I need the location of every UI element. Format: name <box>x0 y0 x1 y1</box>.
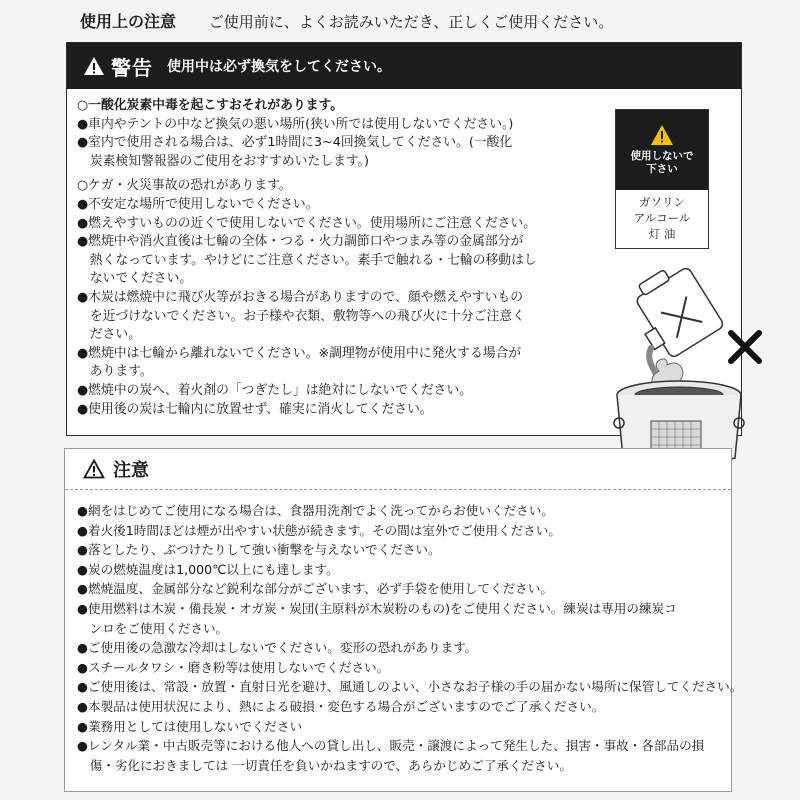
list-item: ○ケガ・火災事故の恐れがあります。 <box>77 178 292 194</box>
fuel-alcohol: アルコール <box>633 211 691 225</box>
fuel-kerosene: 灯 油 <box>648 227 676 241</box>
list-item: ●燃焼中は七輪から離れないでください。※調理物が使用中に発火する場合が <box>77 345 522 361</box>
list-item: ●車内やテントの中など換気の悪い場所(狭い所では使用しないでください。) <box>77 116 514 132</box>
list-item: 傷・劣化におきましては 一切責任を負いかねますので、あらかじめご了承ください。 <box>77 757 572 773</box>
cross-icon <box>731 333 759 361</box>
warning-label: 警告 <box>111 55 153 80</box>
list-item: ●燃焼温度、金属部分など鋭利な部分がございます、必ず手袋を使用してください。 <box>77 581 553 597</box>
page-title: 使用上の注意 <box>80 12 177 31</box>
fuel-gasoline: ガソリン <box>639 195 685 209</box>
fuel-pouring-illustration <box>589 253 779 473</box>
list-item: ●着火後1時間ほどは煙が出やすい状態が続きます。その間は室外でご使用ください。 <box>77 522 561 538</box>
warning-triangle-icon <box>83 56 105 76</box>
list-item: ンロをご使用ください。 <box>77 620 229 636</box>
list-item: ●ご使用後は、常設・放置・直射日光を避け、風通しのよい、小さなお子様の手の届かない場所に保管してください。 <box>77 679 743 695</box>
warning-headline: 使用中は必ず換気をしてください。 <box>167 59 391 75</box>
fuel-can-icon <box>621 258 724 364</box>
list-item: ●使用後の炭は七輪内に放置せず、確実に消火してください。 <box>77 401 433 417</box>
list-item: 炭素検知警報器のご使用をおすすめいたします。) <box>77 153 370 169</box>
list-item: ●スチールタワシ・磨き粉等は使用しないでください。 <box>77 659 390 675</box>
list-item: ●業務用としては使用しないでください <box>77 718 303 734</box>
warning-list <box>77 97 597 419</box>
fuel-warning-label <box>615 109 709 249</box>
list-item: ●燃焼中や消火直後は七輪の全体・つる・火力調節口やつまみ等の金属部分が <box>77 234 524 250</box>
list-item: 熱くなっています。やけどにご注意ください。素手で触れる・七輪の移動はし <box>77 252 537 268</box>
caution-section <box>64 448 743 792</box>
list-item: ●落としたり、ぶつけたりして強い衝撃を与えないでください。 <box>77 542 441 558</box>
list-item: ●燃焼中の炭へ、着火剤の「つぎたし」は絶対にしないでください。 <box>77 382 473 398</box>
list-item: ●ご使用後の急激な冷却はしないでください。変形の恐れがあります。 <box>77 640 478 656</box>
list-item: ださい。 <box>77 327 141 343</box>
page-subtitle: ご使用前に、よくお読みいただき、正しくご使用ください。 <box>208 13 614 31</box>
list-item: ●網をはじめてご使用になる場合は、食器用洗剤でよく洗ってからお使いください。 <box>77 503 554 518</box>
list-item: ●本製品は使用状況により、熱による破損・変色する場合がございますのでご了承ください。 <box>77 698 605 714</box>
caution-triangle-icon <box>83 459 105 479</box>
notice-line-2: 下さい <box>646 163 678 175</box>
caution-list <box>77 501 743 775</box>
list-item: ○一酸化炭素中毒を起こすおそれがあります。 <box>77 98 344 113</box>
list-item: あります。 <box>77 364 153 380</box>
caution-header <box>65 449 731 490</box>
fuel-list <box>616 190 708 242</box>
warning-bar <box>67 43 741 89</box>
list-item: ●木炭は燃焼中に飛び火等がおきる場合がありますので、顔や燃えやすいもの <box>77 289 524 305</box>
warning-section <box>66 42 742 436</box>
page-header <box>80 6 780 38</box>
yellow-warning-triangle-icon <box>650 124 674 146</box>
list-item: ●室内で使用される場合は、必ず1時間に3~4回換気してください。(一酸化 <box>77 135 513 151</box>
notice-line-1: 使用しないで <box>630 150 694 162</box>
list-item: ●使用燃料は木炭・備長炭・オガ炭・炭団(主原料が木炭粉のもの)をご使用ください。練炭は専用の練炭コ <box>77 600 677 616</box>
list-item: ないでください。 <box>77 271 193 287</box>
fuel-warning-notice <box>616 110 708 190</box>
list-item: ●炭の燃焼温度は1,000℃以上にも達します。 <box>77 561 339 577</box>
list-item: ●不安定な場所で使用しないでください。 <box>77 196 319 212</box>
list-item: ●レンタル業・中古販売等における他人への貸し出し、販売・譲渡によって発生した、損害・事故・各部品の損 <box>77 738 705 754</box>
list-item: を近づけないでください。お子様や衣類、敷物等への飛び火に十分ご注意く <box>77 308 525 324</box>
caution-label: 注意 <box>113 460 149 481</box>
list-item: ●燃えやすいものの近くで使用しないでください。使用場所にご注意ください。 <box>77 215 537 231</box>
